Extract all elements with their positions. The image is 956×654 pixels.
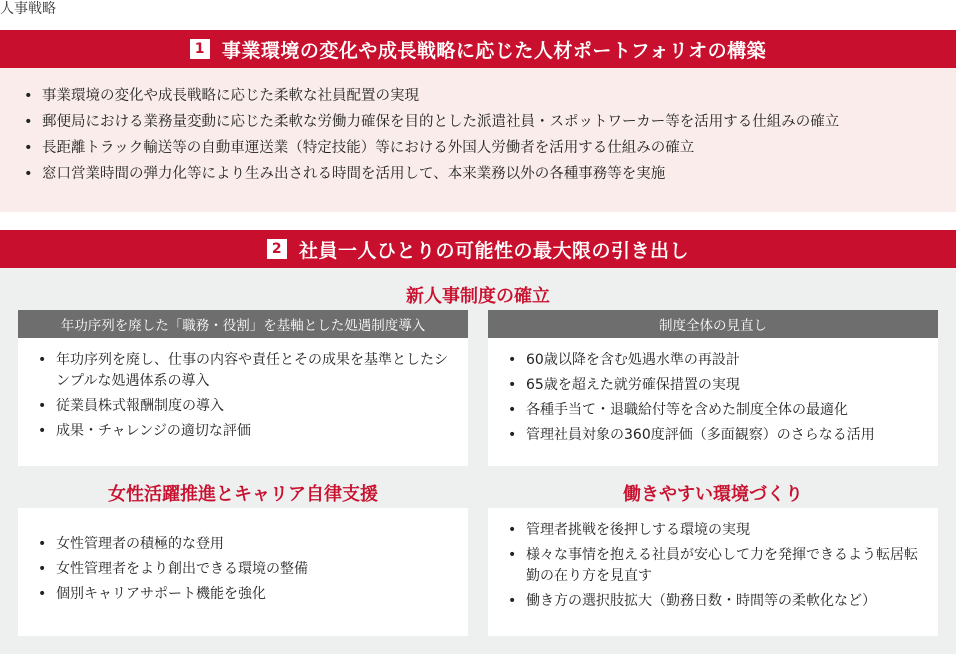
- list-item: • 郵便局における業務量変動に応じた柔軟な労働力確保を目的とした派遣社員・スポットワーカー等を活用する仕組みの確立: [20, 112, 956, 133]
- list-item: • 女性管理者の積極的な登用: [34, 534, 458, 555]
- list-item: • 働き方の選択肢拡大（勤務日数・時間等の柔軟化など）: [504, 591, 928, 612]
- box-list: [504, 350, 928, 450]
- box-list: [504, 520, 928, 616]
- women-career-subtitle: 女性活躍推進とキャリア自律支援: [108, 484, 378, 505]
- seniority-abolition-box: [18, 310, 468, 466]
- section1-title: 事業環境の変化や成長戦略に応じた人材ポートフォリオの構築: [221, 39, 767, 62]
- workplace-subtitle: 働きやすい環境づくり: [623, 484, 803, 505]
- section2-title: 社員一人ひとりの可能性の最大限の引き出し: [298, 239, 689, 262]
- section1-panel: [0, 68, 956, 212]
- list-item: • 成果・チャレンジの適切な評価: [34, 421, 458, 442]
- list-item: • 様々な事情を抱える社員が安心して力を発揮できるよう転居転勤の在り方を見直す: [504, 545, 928, 587]
- system-review-box: [488, 310, 938, 466]
- list-item: • 女性管理者をより創出できる環境の整備: [34, 559, 458, 580]
- list-item: • 個別キャリアサポート機能を強化: [34, 584, 458, 605]
- list-item: • 各種手当て・退職給付等を含めた制度全体の最適化: [504, 400, 928, 421]
- list-item: • 年功序列を廃し、仕事の内容や責任とその成果を基準としたシンプルな処遇体系の導入: [34, 350, 458, 392]
- list-item: • 60歳以降を含む処遇水準の再設計: [504, 350, 928, 371]
- list-item: • 窓口営業時間の弾力化等により生み出される時間を活用して、本来業務以外の各種事務等を実施: [20, 164, 956, 185]
- new-hr-system-subtitle: 新人事制度の確立: [406, 286, 550, 307]
- section1-list: [20, 86, 956, 185]
- page-title: 人事戦略: [0, 1, 56, 17]
- list-item: • 従業員株式報酬制度の導入: [34, 396, 458, 417]
- section1-banner: [0, 30, 956, 68]
- section2-banner: [0, 230, 956, 268]
- section1-number-badge: 1: [190, 39, 210, 59]
- box-header: 年功序列を廃した「職務・役割」を基軸とした処遇制度導入: [18, 310, 468, 338]
- list-item: • 管理社員対象の360度評価（多面観察）のさらなる活用: [504, 425, 928, 446]
- list-item: • 管理者挑戦を後押しする環境の実現: [504, 520, 928, 541]
- list-item: • 事業環境の変化や成長戦略に応じた柔軟な社員配置の実現: [20, 86, 956, 107]
- box-list: [34, 534, 458, 609]
- list-item: • 65歳を超えた就労確保措置の実現: [504, 375, 928, 396]
- women-career-box: [18, 508, 468, 636]
- list-item: • 長距離トラック輸送等の自動車運送業（特定技能）等における外国人労働者を活用する仕組みの確立: [20, 138, 956, 159]
- workplace-box: [488, 508, 938, 636]
- box-header: 制度全体の見直し: [488, 310, 938, 338]
- section2-number-badge: 2: [267, 239, 287, 259]
- box-list: [34, 350, 458, 446]
